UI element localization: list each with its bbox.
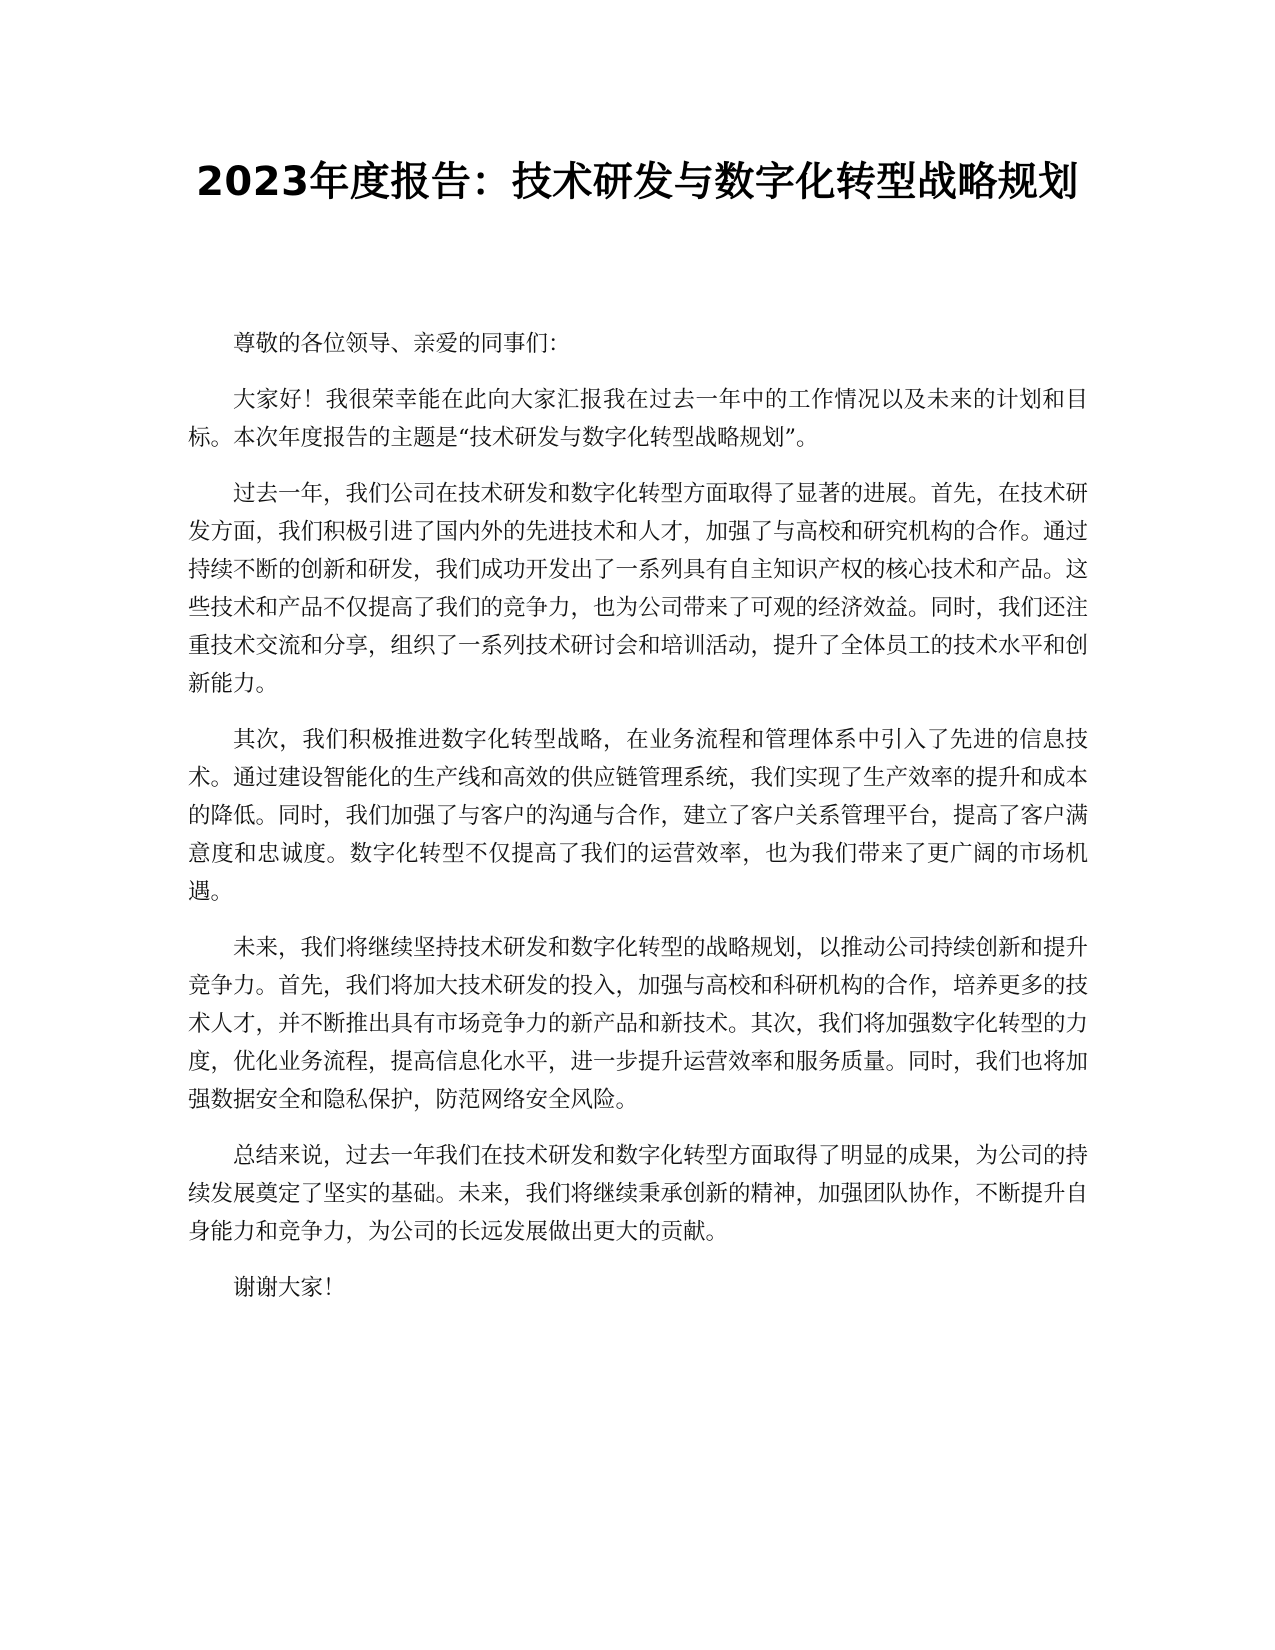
paragraph-tech-rd: 过去一年，我们公司在技术研发和数字化转型方面取得了显著的进展。首先，在技术研发方面，我们积极引进了国内外的先进技术和人才，加强了与高校和研究机构的合作。通过持续不断的创新和研发，我们成功开发出了一系列具有自主知识产权的核心技术和产品。这些技术和产品不仅提高了我们的竞争力，也为公司带来了可观的经济效益。同时，我们还注重技术交流和分享，组织了一系列技术研讨会和培训活动，提升了全体员工的技术水平和创新能力。 (188, 481, 1089, 697)
document-title: 2023年度报告：技术研发与数字化转型战略规划 (196, 159, 1079, 205)
paragraph-future-plan: 未来，我们将继续坚持技术研发和数字化转型的战略规划，以推动公司持续创新和提升竞争力。首先，我们将加大技术研发的投入，加强与高校和科研机构的合作，培养更多的技术人才，并不断推出具有市场竞争力的新产品和新技术。其次，我们将加强数字化转型的力度，优化业务流程，提高信息化水平，进一步提升运营效率和服务质量。同时，我们也将加强数据安全和隐私保护，防范网络安全风险。 (188, 935, 1089, 1113)
paragraph-intro: 大家好！我很荣幸能在此向大家汇报我在过去一年中的工作情况以及未来的计划和目标。本次年度报告的主题是“技术研发与数字化转型战略规划”。 (188, 387, 1088, 451)
greeting-paragraph: 尊敬的各位领导、亲爱的同事们： (233, 331, 571, 357)
closing-paragraph: 谢谢大家！ (233, 1275, 346, 1301)
paragraph-digital-transformation: 其次，我们积极推进数字化转型战略，在业务流程和管理体系中引入了先进的信息技术。通过建设智能化的生产线和高效的供应链管理系统，我们实现了生产效率的提升和成本的降低。同时，我们加强了与客户的沟通与合作，建立了客户关系管理平台，提高了客户满意度和忠诚度。数字化转型不仅提高了我们的运营效率，也为我们带来了更广阔的市场机遇。 (188, 727, 1089, 905)
paragraph-summary: 总结来说，过去一年我们在技术研发和数字化转型方面取得了明显的成果，为公司的持续发展奠定了坚实的基础。未来，我们将继续秉承创新的精神，加强团队协作，不断提升自身能力和竞争力，为公司的长远发展做出更大的贡献。 (188, 1143, 1089, 1245)
document-body (188, 325, 1088, 1325)
